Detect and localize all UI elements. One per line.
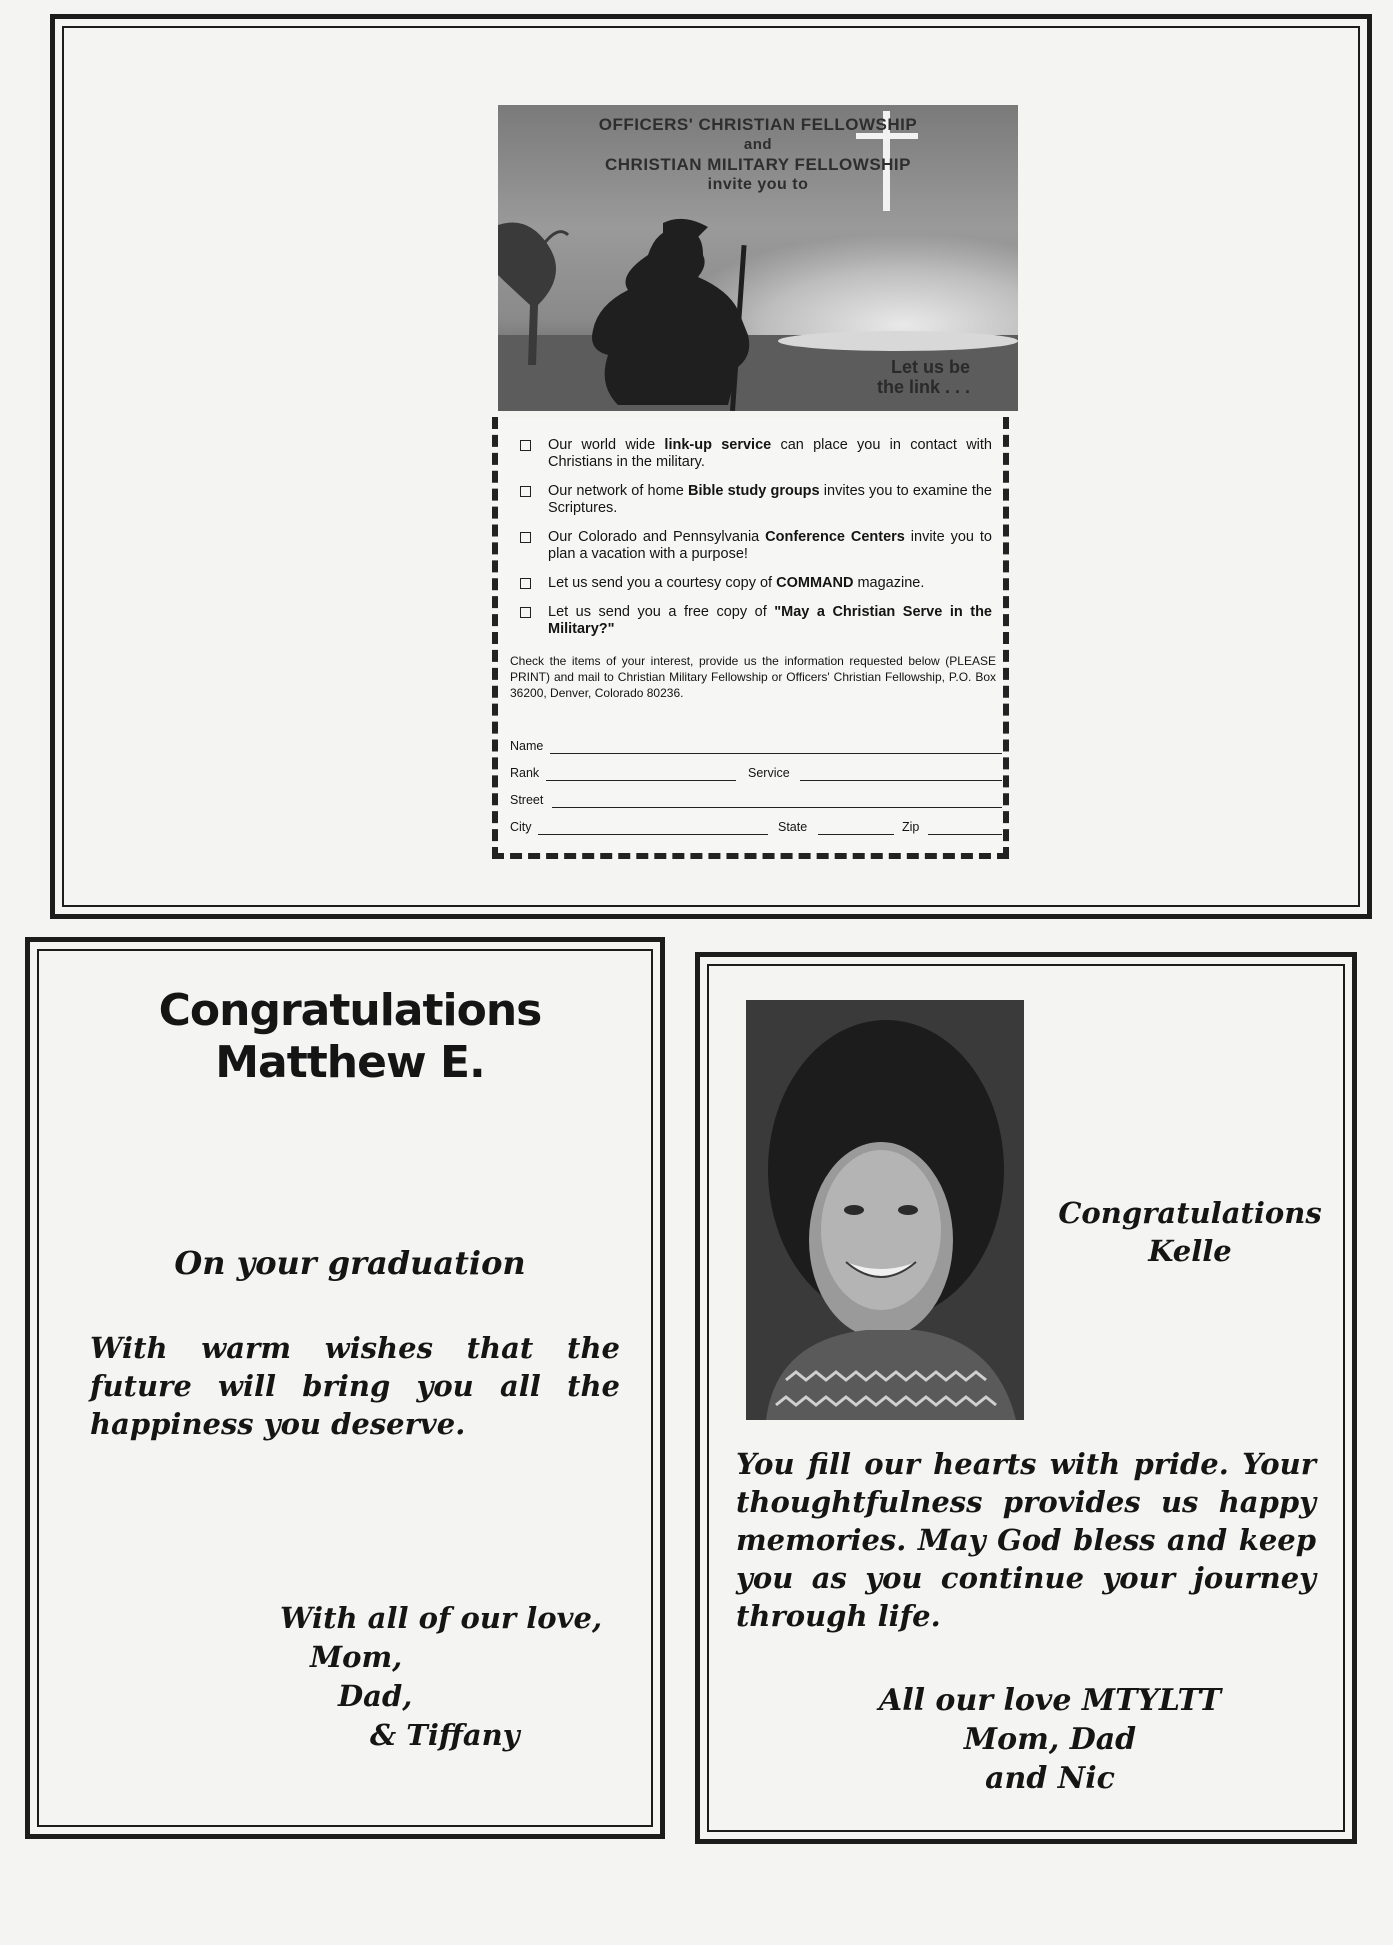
ad-tagline: Let us be the link . . . (876, 357, 970, 397)
interest-checklist (516, 425, 992, 638)
ad-heading-line1: OFFICERS' CHRISTIAN FELLOWSHIP (598, 115, 918, 134)
city-field[interactable] (538, 834, 768, 835)
matthew-title: Congratulations Matthew E. (158, 985, 542, 1088)
portrait-artwork (746, 1000, 1024, 1420)
checklist-item[interactable]: Our world wide link-up service can place you in contact with Christians in the military. (516, 437, 992, 471)
kelle-portrait-photo (746, 1000, 1024, 1420)
zip-field[interactable] (928, 834, 1002, 835)
mail-in-coupon (492, 417, 1009, 859)
matthew-wish-text: With warm wishes that the future will bring you all the happiness you deserve. (90, 1331, 620, 1441)
checkbox[interactable] (520, 440, 531, 451)
form-row-name (510, 739, 1000, 759)
checklist-item[interactable]: Our Colorado and Pennsylvania Conference Centers invite you to plan a vacation with a purpose! (516, 529, 992, 563)
form-row-address (510, 820, 1000, 840)
kelle-congratulations-card (695, 952, 1357, 1844)
checkbox[interactable] (520, 607, 531, 618)
matthew-signature: With all of our love, Mom, Dad, & Tiffany (280, 1601, 603, 1752)
city-label: City (510, 820, 532, 834)
soldier-silhouette-photo (498, 105, 1018, 411)
service-label: Service (748, 766, 790, 780)
kelle-signature: All our love MTYLTT Mom, Dad and Nic (878, 1683, 1222, 1796)
form-row-street (510, 793, 1000, 813)
service-field[interactable] (800, 780, 1002, 781)
ad-heading-line3: CHRISTIAN MILITARY FELLOWSHIP (604, 155, 911, 174)
ad-heading-line2: and (743, 136, 773, 153)
name-field[interactable] (550, 753, 1002, 754)
checklist-item[interactable]: Let us send you a free copy of "May a Christian Serve in the Military?" (516, 604, 992, 638)
fellowship-ad-frame (50, 14, 1372, 919)
rank-label: Rank (510, 766, 540, 780)
rank-field[interactable] (546, 780, 736, 781)
zip-label: Zip (902, 820, 920, 834)
matthew-subtitle: On your graduation (174, 1244, 526, 1282)
coupon-instructions: Check the items of your interest, provide us the information requested below (PLEASE PRINT) and mail to Christian Military Fellowship or Officers' Christian Fellowship, P.O. Box 36200, Denver, Colorado 80236. (510, 654, 996, 700)
checklist-item[interactable]: Our network of home Bible study groups invites you to examine the Scriptures. (516, 483, 992, 517)
checkbox[interactable] (520, 532, 531, 543)
kelle-title: Congratulations Kelle (1058, 1196, 1322, 1268)
state-label: State (778, 820, 808, 834)
kelle-message-text: You fill our hearts with pride. Your thoughtfulness provides us happy memories. May God bless and keep you as you continue your journey through life. (736, 1447, 1316, 1633)
checkbox[interactable] (520, 578, 531, 589)
form-row-rank (510, 766, 1000, 786)
matthew-congratulations-card (25, 937, 665, 1839)
ad-heading-line4: invite you to (707, 176, 809, 193)
state-field[interactable] (818, 834, 894, 835)
checklist-item[interactable]: Let us send you a courtesy copy of COMMAND magazine. (516, 575, 992, 592)
name-label: Name (510, 739, 544, 753)
street-label: Street (510, 793, 544, 807)
street-field[interactable] (552, 807, 1002, 808)
checkbox[interactable] (520, 486, 531, 497)
